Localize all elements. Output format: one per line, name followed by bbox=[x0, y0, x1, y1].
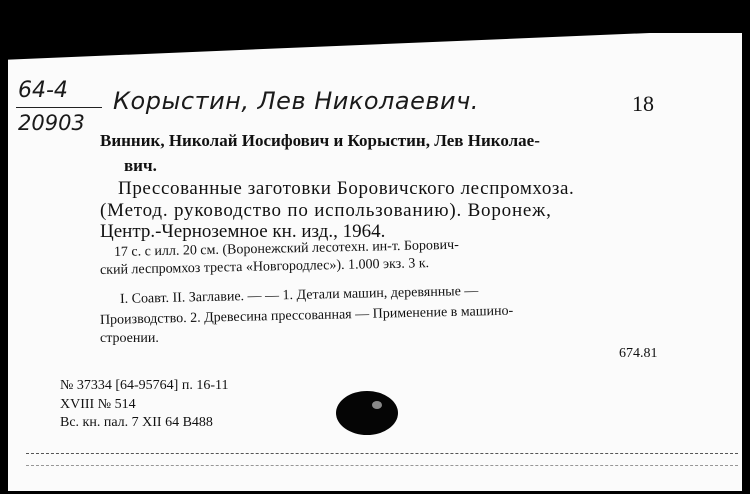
subject-line-2: Производство. 2. Древесина прессованная — Применение в машино- bbox=[99, 303, 514, 328]
card-number: 18 bbox=[632, 91, 654, 116]
footer-line-1: № 37334 [64-95764] п. 16-11 bbox=[60, 378, 229, 393]
physical-line-1: 17 с. с илл. 20 см. (Воронежский лесотехн. ин-т. Борович- bbox=[113, 237, 459, 260]
scan-artifact-line bbox=[26, 453, 738, 454]
code-divider bbox=[16, 107, 102, 108]
punch-hole bbox=[335, 389, 401, 437]
authors-line-2: вич. bbox=[124, 156, 157, 175]
handwritten-code-top: 64-4 bbox=[18, 78, 68, 103]
scan-artifact-line bbox=[26, 465, 738, 466]
catalog-card bbox=[8, 33, 742, 491]
physical-line-2: ский леспромхоз треста «Новгородлес»). 1.000 экз. 3 к. bbox=[99, 256, 430, 278]
footer-line-2: XVIII № 514 bbox=[60, 397, 136, 412]
title-line-3: Центр.-Черноземное кн. изд., 1964. bbox=[100, 221, 386, 242]
subject-line-1: I. Соавт. II. Заглавие. — — 1. Детали машин, деревянные — bbox=[119, 283, 479, 307]
authors-line-1: Винник, Николай Иосифович и Корыстин, Лев Николае- bbox=[100, 131, 540, 150]
subject-line-3: строении. bbox=[100, 331, 159, 346]
footer-line-3: Вс. кн. пал. 7 XII 64 В488 bbox=[60, 415, 213, 430]
handwritten-author-name: Корыстин, Лев Николаевич. bbox=[113, 87, 479, 115]
title-line-1: Прессованные заготовки Боровичского леспромхоза. bbox=[118, 178, 575, 199]
classification-number: 674.81 bbox=[619, 346, 658, 361]
handwritten-code-bottom: 20903 bbox=[18, 111, 85, 135]
title-line-2: (Метод. руководство по использованию). Воронеж, bbox=[100, 200, 552, 221]
